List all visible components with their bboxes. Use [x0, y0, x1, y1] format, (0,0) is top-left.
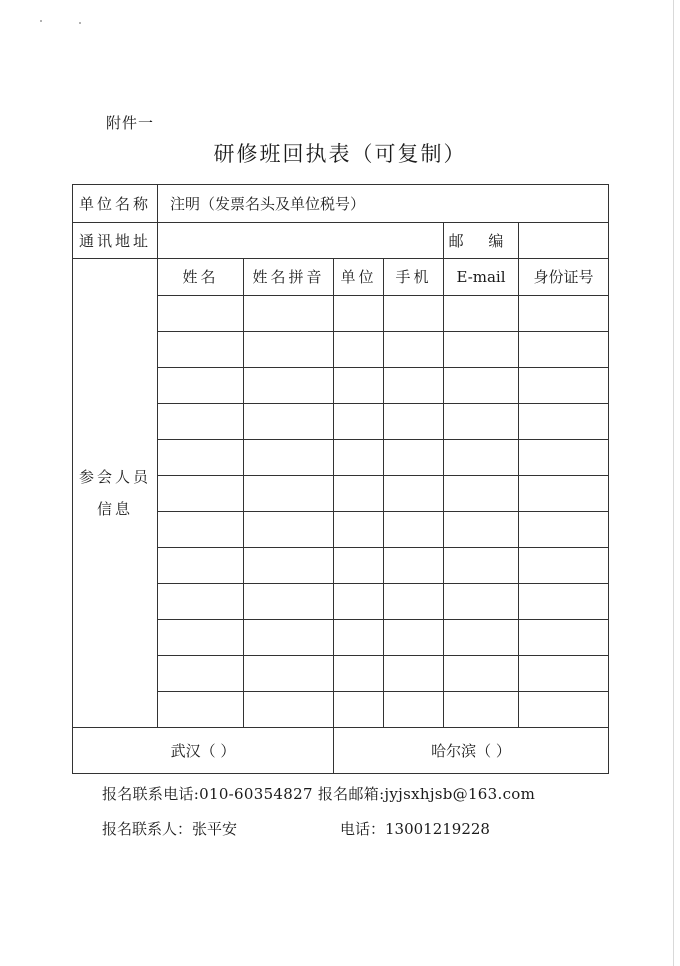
- column-header-mobile: 手机: [384, 259, 444, 296]
- id-number-cell[interactable]: [519, 584, 609, 620]
- id-number-cell[interactable]: [519, 404, 609, 440]
- unit-name-field[interactable]: [158, 185, 609, 223]
- mobile-cell[interactable]: [384, 548, 444, 584]
- address-label: 通讯地址: [73, 223, 158, 259]
- unit-name-row: [73, 185, 609, 223]
- name-pinyin-cell[interactable]: [244, 656, 334, 692]
- email-cell[interactable]: [444, 620, 519, 656]
- unit-cell[interactable]: [334, 584, 384, 620]
- name-pinyin-cell[interactable]: [244, 548, 334, 584]
- name-pinyin-cell[interactable]: [244, 692, 334, 728]
- mobile-cell[interactable]: [384, 476, 444, 512]
- name-cell[interactable]: [158, 584, 244, 620]
- id-number-cell[interactable]: [519, 476, 609, 512]
- unit-cell[interactable]: [334, 368, 384, 404]
- unit-cell[interactable]: [334, 548, 384, 584]
- postcode-field[interactable]: [519, 223, 609, 259]
- address-field[interactable]: [158, 223, 444, 259]
- id-number-cell[interactable]: [519, 620, 609, 656]
- id-number-cell[interactable]: [519, 332, 609, 368]
- id-number-cell[interactable]: [519, 692, 609, 728]
- participants-label: [73, 259, 158, 728]
- mobile-cell[interactable]: [384, 692, 444, 728]
- unit-cell[interactable]: [334, 656, 384, 692]
- email-cell[interactable]: [444, 404, 519, 440]
- email-cell[interactable]: [444, 692, 519, 728]
- email-cell[interactable]: [444, 476, 519, 512]
- name-pinyin-cell[interactable]: [244, 368, 334, 404]
- contact-phone: 电话：13001219228: [340, 820, 490, 838]
- postcode-label: 邮 编: [444, 223, 519, 259]
- name-pinyin-cell[interactable]: [244, 584, 334, 620]
- name-cell[interactable]: [158, 548, 244, 584]
- email-cell[interactable]: [444, 332, 519, 368]
- id-number-cell[interactable]: [519, 440, 609, 476]
- column-header-name: 姓名: [158, 259, 244, 296]
- mobile-cell[interactable]: [384, 332, 444, 368]
- id-number-cell[interactable]: [519, 512, 609, 548]
- name-cell[interactable]: [158, 404, 244, 440]
- mobile-cell[interactable]: [384, 368, 444, 404]
- unit-cell[interactable]: [334, 404, 384, 440]
- name-cell[interactable]: [158, 440, 244, 476]
- unit-name-label: 单位名称: [73, 185, 158, 223]
- name-cell[interactable]: [158, 620, 244, 656]
- name-pinyin-cell[interactable]: [244, 620, 334, 656]
- name-pinyin-cell[interactable]: [244, 296, 334, 332]
- name-cell[interactable]: [158, 692, 244, 728]
- name-pinyin-cell[interactable]: [244, 512, 334, 548]
- unit-cell[interactable]: [334, 692, 384, 728]
- email-cell[interactable]: [444, 584, 519, 620]
- name-cell[interactable]: [158, 368, 244, 404]
- id-number-cell[interactable]: [519, 548, 609, 584]
- email-cell[interactable]: [444, 548, 519, 584]
- email-cell[interactable]: [444, 368, 519, 404]
- scan-speck: [40, 20, 42, 22]
- contact-line: 报名联系电话:010-60354827 报名邮箱:jyjsxhjsb@163.com: [102, 785, 536, 803]
- location-choice-row: [73, 728, 609, 774]
- name-cell[interactable]: [158, 512, 244, 548]
- id-number-cell[interactable]: [519, 368, 609, 404]
- unit-cell[interactable]: [334, 332, 384, 368]
- wuhan-option[interactable]: 武汉（ ）: [73, 728, 334, 774]
- contact-person-line: [102, 818, 490, 839]
- participants-label-line2: 信息: [96, 500, 133, 518]
- email-cell[interactable]: [444, 440, 519, 476]
- attachment-label: 附件一: [106, 114, 155, 132]
- name-cell[interactable]: [158, 656, 244, 692]
- mobile-cell[interactable]: [384, 296, 444, 332]
- id-number-cell[interactable]: [519, 296, 609, 332]
- unit-cell[interactable]: [334, 620, 384, 656]
- unit-cell[interactable]: [334, 476, 384, 512]
- contact-person: 报名联系人：张平安: [102, 820, 238, 838]
- scan-speck: [79, 22, 81, 24]
- unit-cell[interactable]: [334, 296, 384, 332]
- mobile-cell[interactable]: [384, 440, 444, 476]
- name-pinyin-cell[interactable]: [244, 404, 334, 440]
- mobile-cell[interactable]: [384, 656, 444, 692]
- page-title: 研修班回执表（可复制）: [213, 142, 467, 166]
- unit-cell[interactable]: [334, 512, 384, 548]
- name-cell[interactable]: [158, 332, 244, 368]
- participants-header-row: [73, 259, 609, 296]
- email-cell[interactable]: [444, 512, 519, 548]
- column-header-name-pinyin: 姓名拼音: [244, 259, 334, 296]
- participants-label-line1: 参会人员: [78, 468, 151, 486]
- name-pinyin-cell[interactable]: [244, 440, 334, 476]
- mobile-cell[interactable]: [384, 404, 444, 440]
- name-pinyin-cell[interactable]: [244, 332, 334, 368]
- email-cell[interactable]: [444, 656, 519, 692]
- column-header-unit: 单位: [334, 259, 384, 296]
- column-header-id-number: 身份证号: [519, 259, 609, 296]
- name-pinyin-cell[interactable]: [244, 476, 334, 512]
- id-number-cell[interactable]: [519, 656, 609, 692]
- mobile-cell[interactable]: [384, 620, 444, 656]
- harbin-option[interactable]: 哈尔滨（ ）: [334, 728, 609, 774]
- mobile-cell[interactable]: [384, 584, 444, 620]
- email-cell[interactable]: [444, 296, 519, 332]
- unit-cell[interactable]: [334, 440, 384, 476]
- address-row: [73, 223, 609, 259]
- unit-name-note: 注明（发票名头及单位税号）: [170, 194, 366, 213]
- column-header-email: E-mail: [444, 259, 519, 296]
- name-cell[interactable]: [158, 476, 244, 512]
- name-cell[interactable]: [158, 296, 244, 332]
- mobile-cell[interactable]: [384, 512, 444, 548]
- registration-form-table: [72, 184, 609, 774]
